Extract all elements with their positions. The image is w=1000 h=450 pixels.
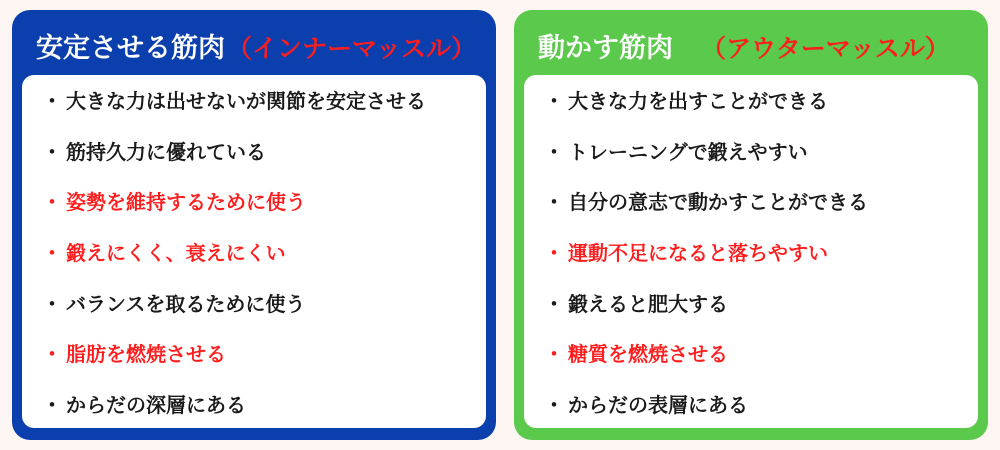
list-item-label: 脂肪を燃焼させる [66, 344, 226, 367]
bullet-dot-icon: ・ [42, 141, 62, 164]
panel-inner-muscle-card [22, 75, 486, 428]
list-item-label: からだの深層にある [66, 394, 246, 417]
list-item-label: 大きな力は出せないが関節を安定させる [66, 91, 426, 113]
inner-muscle-bullet-list [42, 91, 468, 418]
list-item-label: 運動不足になると落ちやすい [568, 242, 829, 265]
bullet-dot-icon: ・ [544, 394, 565, 417]
panel-inner-muscle [12, 10, 496, 440]
list-item-label: 鍛えると肥大する [568, 293, 729, 316]
list-item [42, 91, 468, 114]
panel-outer-muscle-title: 動かす筋肉 [538, 33, 674, 63]
list-item-label: 姿勢を維持するために使う [66, 192, 306, 215]
bullet-dot-icon: ・ [42, 394, 62, 417]
list-item [42, 192, 468, 215]
bullet-dot-icon: ・ [42, 242, 62, 265]
list-item [42, 142, 468, 165]
panel-inner-muscle-title: 安定させる筋肉 [36, 33, 225, 63]
list-item [42, 395, 468, 418]
list-item-label: 大きな力を出すことができる [568, 91, 829, 113]
bullet-dot-icon: ・ [42, 192, 62, 215]
bullet-dot-icon: ・ [544, 141, 565, 164]
panel-outer-muscle [514, 10, 988, 440]
list-item [544, 243, 960, 266]
list-item [544, 344, 960, 367]
list-item [544, 395, 960, 418]
bullet-dot-icon: ・ [42, 344, 62, 367]
list-item-label: 筋持久力に優れている [66, 141, 266, 164]
list-item [544, 294, 960, 317]
list-item [42, 294, 468, 317]
list-item-label: トレーニングで鍛えやすい [568, 141, 808, 164]
bullet-dot-icon: ・ [544, 344, 565, 367]
bullet-dot-icon: ・ [544, 91, 565, 113]
bullet-dot-icon: ・ [544, 192, 565, 215]
bullet-dot-icon: ・ [42, 91, 62, 113]
list-item-label: 糖質を燃焼させる [568, 344, 729, 367]
list-item [544, 192, 960, 215]
list-item-label: バランスを取るために使う [66, 293, 306, 316]
outer-muscle-bullet-list [544, 91, 960, 418]
panel-inner-muscle-header [22, 20, 486, 75]
list-item [42, 243, 468, 266]
list-item-label: からだの表層にある [568, 394, 749, 417]
panel-inner-muscle-subtitle: （インナーマッスル） [227, 35, 477, 63]
panel-outer-muscle-subtitle: （アウターマッスル） [701, 35, 950, 63]
list-item [42, 344, 468, 367]
list-item [544, 142, 960, 165]
bullet-dot-icon: ・ [544, 293, 565, 316]
list-item [544, 91, 960, 114]
panel-outer-muscle-card [524, 75, 978, 428]
panel-outer-muscle-header [524, 20, 978, 75]
list-item-label: 鍛えにくく、衰えにくい [66, 242, 286, 265]
list-item-label: 自分の意志で動かすことができる [568, 192, 869, 215]
bullet-dot-icon: ・ [544, 242, 565, 265]
bullet-dot-icon: ・ [42, 293, 62, 316]
